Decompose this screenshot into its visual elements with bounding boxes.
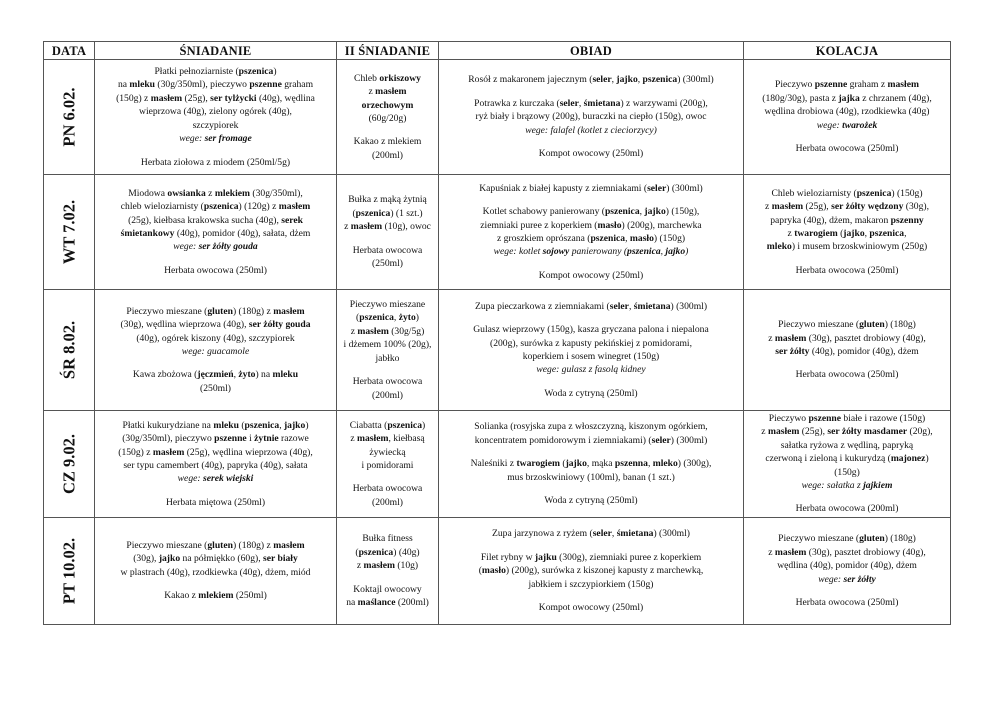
meal-line: z masłem (25g), ser żółty wędzony (30g), (765, 201, 929, 213)
meal-line: z masłem, kiełbasą (350, 433, 425, 445)
meal-cell-kolacja (744, 411, 951, 518)
meal-line: Pieczywo mieszane (gluten) (180g) (778, 533, 916, 545)
meal-cell-ii-sniadanie (337, 411, 439, 518)
meal-line: Herbata ziołowa z miodem (250ml/5g) (140, 156, 291, 168)
meal-line: wege: ser żółty (818, 573, 876, 585)
meal-line: Herbata owocowa (352, 376, 423, 388)
meal-cell-kolacja (744, 60, 951, 175)
meal-line: na mleku (30g/350ml), pieczywo pszenne graham (117, 79, 314, 91)
meal-line: wieprzowa (40g), zielony ogórek (40g), (139, 106, 292, 118)
meal-line: (40g), ogórek kiszony (40g), szczypiorek (136, 332, 295, 344)
header-row (44, 42, 951, 60)
meal-line: mleko) i musem brzoskwiniowym (250g) (766, 241, 928, 253)
meal-line: Pieczywo mieszane (gluten) (180g) z masłem (126, 305, 305, 317)
meal-line (441, 541, 741, 551)
meal-line: (250ml) (200, 382, 231, 394)
meal-line: z masłem (10g) (356, 560, 419, 572)
meal-cell-sniadanie (95, 411, 337, 518)
meal-line: Zupa jarzynowa z ryżem (seler, śmietana) (300ml) (492, 528, 690, 540)
meal-line: Pieczywo mieszane (349, 299, 426, 311)
meal-line (441, 87, 741, 97)
meal-cell-obiad (439, 290, 744, 411)
meal-line: (250ml) (372, 258, 403, 270)
meal-line: Herbata owocowa (250ml) (795, 596, 899, 608)
meal-line: wędlina drobiowa (40g), rzodkiewka (40g) (764, 106, 930, 118)
meal-line: na maślance (200ml) (346, 596, 429, 608)
meal-line: z masłem (368, 86, 407, 98)
meal-cell-sniadanie (95, 290, 337, 411)
meal-line: Zupa pieczarkowa z ziemniakami (seler, śmietana) (300ml) (474, 300, 708, 312)
meal-line (339, 125, 436, 135)
header-kolacja: KOLACJA (744, 42, 951, 60)
meal-line: z twarogiem (jajko, pszenica, (787, 228, 907, 239)
meal-line: Herbata owocowa (250ml) (795, 143, 899, 155)
meal-line: Filet rybny w jajku (300g), ziemniaki puree z koperkiem (480, 551, 702, 563)
day-label: PT 10.02. (59, 537, 79, 604)
meal-line: wege: ser żółty gouda (173, 241, 258, 253)
meal-line: Solianka (rosyjska zupa z włoszczyzną, kiszonym ogórkiem, (474, 421, 708, 433)
meal-line: z masłem (30g), pasztet drobiowy (40g), (768, 546, 926, 558)
meal-line: jabłkiem i szczypiorkiem (150g) (528, 578, 654, 590)
meal-line: śmietankowy (40g), pomidor (40g), sałata, dżem (120, 228, 311, 239)
meal-line: papryka (40g), dżem, makaron pszenny (770, 214, 924, 226)
meal-line: wędlina (40g), pomidor (40g), dżem (777, 560, 917, 572)
meal-line: Herbata owocowa (352, 483, 423, 495)
meal-line: koperkiem i sosem winegret (150g) (522, 351, 660, 362)
menu-body (44, 60, 951, 625)
meal-line (441, 484, 741, 494)
meal-line (97, 146, 334, 156)
day-row (44, 175, 951, 290)
day-cell (44, 411, 95, 518)
meal-cell-sniadanie (95, 517, 337, 624)
meal-line: wege: kotlet sojowy panierowany (pszenica, jajko) (493, 246, 689, 258)
meal-line: Płatki kukurydziane na mleku (pszenica, jajko) (122, 419, 309, 431)
meal-line: Kakao z mlekiem (353, 136, 422, 148)
meal-line (97, 579, 334, 589)
meal-line: i dżemem 100% (20g), (343, 339, 432, 351)
meal-line (746, 586, 948, 596)
meal-cell-obiad (439, 60, 744, 175)
meal-line: (pszenica) (40g) (355, 546, 420, 558)
meal-line: (180g/30g), pasta z jajka z chrzanem (40g), (762, 92, 932, 104)
meal-line (441, 137, 741, 147)
meal-line: Herbata owocowa (250ml) (164, 264, 267, 276)
meal-line: Kakao z mlekiem (250ml) (164, 590, 267, 602)
meal-line: Pieczywo pszenne graham z masłem (775, 79, 919, 91)
header-ii-sniadanie: II ŚNIADANIE (337, 42, 439, 60)
meal-line: szczypiorek (192, 119, 239, 131)
meal-line: ser żółty (40g), pomidor (40g), dżem (775, 346, 919, 357)
meal-line (97, 254, 334, 264)
meal-line: Pieczywo mieszane (gluten) (180g) (778, 319, 916, 331)
day-cell (44, 175, 95, 290)
meal-line (441, 195, 741, 205)
meal-line: (150g) (834, 466, 860, 478)
meal-cell-kolacja (744, 517, 951, 624)
meal-line: Kawa zbożowa (jęczmień, żyto) na mleku (132, 369, 299, 381)
meal-line: (pszenica) (1 szt.) (352, 207, 423, 219)
meal-line: Herbata owocowa (352, 244, 423, 256)
meal-line: Bułka z mąką żytnią (348, 194, 427, 206)
meal-line: (200ml) (372, 389, 403, 401)
meal-line (339, 234, 436, 244)
meal-cell-ii-sniadanie (337, 60, 439, 175)
meal-line: wege: twarożek (816, 119, 878, 131)
meal-line: (200ml) (372, 149, 403, 161)
meal-line: ryż biały i brązowy (200g), buraczki na ciepło (150g), owoc (475, 111, 707, 123)
meal-line: Bułka fitness (362, 533, 413, 545)
meal-line: z masłem (10g), owoc (344, 221, 431, 233)
meal-line: żywiecką (369, 446, 406, 458)
meal-line: ser typu camembert (40g), papryka (40g), sałata (123, 459, 308, 471)
meal-cell-obiad (439, 517, 744, 624)
meal-line: z masłem (30g/5g) (350, 325, 425, 337)
meal-line (441, 447, 741, 457)
meal-line: Ciabatta (pszenica) (349, 419, 426, 431)
meal-line: Gulasz wieprzowy (150g), kasza gryczana palona i niepalona (473, 324, 709, 336)
meal-line: sałatka ryżowa z wędliną, papryką (780, 439, 914, 451)
meal-line: Kompot owocowy (250ml) (538, 269, 644, 281)
meal-line: i pomidorami (361, 459, 414, 471)
meal-line: (pszenica, żyto) (356, 312, 419, 324)
meal-line: Pieczywo pszenne białe i razowe (150g) (768, 413, 926, 424)
meal-line: ziemniaki puree z koperkiem (masło) (200g), marchewka (480, 219, 702, 231)
meal-line (441, 313, 741, 323)
meal-line: (200g), surówka z kapusty pekińskiej z pomidorami, (490, 337, 692, 349)
meal-line: Herbata owocowa (250ml) (795, 264, 899, 276)
header-data: DATA (44, 42, 95, 60)
meal-line (339, 573, 436, 583)
day-cell (44, 290, 95, 411)
meal-line (746, 492, 948, 502)
meal-line (746, 254, 948, 264)
meal-line (97, 358, 334, 368)
meal-line: z masłem (25g), ser żółty masdamer (20g), (761, 426, 933, 438)
meal-line: chleb wieloziarnisty (pszenica) (120g) z masłem (120, 201, 311, 213)
meal-line: Woda z cytryną (250ml) (544, 495, 638, 507)
meal-line: wege: sałatka z jajkiem (801, 480, 893, 492)
day-label: PN 6.02. (59, 87, 79, 147)
meal-line (441, 377, 741, 387)
meal-line: (60g/20g) (368, 113, 407, 124)
meal-line: (30g/350ml), pieczywo pszenne i żytnie razowe (122, 433, 309, 445)
meal-line: (30g), wędlina wieprzowa (40g), ser żółty gouda (120, 319, 311, 331)
meal-line: Kotlet schabowy panierowany (pszenica, jajko) (150g), (482, 206, 700, 218)
day-row (44, 411, 951, 518)
meal-line: wege: ser fromage (179, 133, 252, 145)
meal-line: jabłko (375, 352, 400, 364)
meal-line: Kapuśniak z białej kapusty z ziemniakami (seler) (300ml) (479, 182, 703, 194)
day-cell (44, 60, 95, 175)
meal-line (339, 472, 436, 482)
day-label: WT 7.02. (59, 199, 79, 265)
meal-line: (25g), kiełbasa krakowska sucha (40g), serek (128, 214, 303, 226)
meal-line (746, 358, 948, 368)
meal-line: Potrawka z kurczaka (seler, śmietana) z warzywami (200g), (474, 97, 708, 109)
meal-line: Kompot owocowy (250ml) (538, 148, 644, 160)
day-label: CZ 9.02. (59, 433, 79, 494)
meal-line: Pieczywo mieszane (gluten) (180g) z masłem (126, 540, 305, 552)
day-label: ŚR 8.02. (59, 320, 79, 380)
meal-line (339, 365, 436, 375)
meal-cell-kolacja (744, 290, 951, 411)
meal-line: w plastrach (40g), rzodkiewka (40g), dżem, miód (120, 566, 311, 578)
meal-line: z masłem (30g), pasztet drobiowy (40g), (768, 332, 926, 344)
meal-line: Kompot owocowy (250ml) (538, 601, 644, 613)
meal-line: Miodowa owsianka z mlekiem (30g/350ml), (128, 187, 303, 199)
meal-line: z groszkiem oprószana (pszenica, masło) (150g) (496, 233, 686, 244)
meal-line: Herbata owocowa (250ml) (795, 369, 899, 381)
meal-line: (200ml) (372, 496, 403, 508)
meal-line: Chleb wieloziarnisty (pszenica) (150g) (771, 187, 923, 199)
day-row (44, 517, 951, 624)
meal-cell-obiad (439, 175, 744, 290)
meal-cell-ii-sniadanie (337, 517, 439, 624)
meal-line (97, 486, 334, 496)
meal-line: Koktajl owocowy (353, 583, 422, 595)
meal-line: Naleśniki z twarogiem (jajko, mąka pszenna, mleko) (300g), (470, 458, 712, 470)
meal-line: Herbata miętowa (250ml) (165, 496, 266, 508)
day-cell (44, 517, 95, 624)
meal-line: (30g), jajko na półmiękko (60g), ser biały (133, 553, 298, 565)
meal-line: wege: gulasz z fasolą kidney (536, 364, 646, 376)
meal-line: Rosół z makaronem jajecznym (seler, jajko, pszenica) (300ml) (468, 74, 714, 86)
menu-table (43, 41, 951, 625)
meal-line: orzechowym (361, 99, 414, 111)
meal-line: wege: serek wiejski (177, 473, 254, 485)
meal-cell-obiad (439, 411, 744, 518)
meal-line (441, 591, 741, 601)
meal-line: Chleb orkiszowy (354, 72, 421, 84)
meal-cell-sniadanie (95, 60, 337, 175)
meal-cell-kolacja (744, 175, 951, 290)
day-row (44, 60, 951, 175)
meal-line: Płatki pełnoziarniste (pszenica) (154, 66, 277, 78)
meal-line: koncentratem pomidorowym i ziemniakami) (seler) (300ml) (474, 434, 708, 446)
meal-line: czerwoną i zieloną i kukurydzą (majonez) (765, 453, 929, 465)
meal-line: wege: falafel (kotlet z cieciorzycy) (525, 124, 657, 136)
meal-line: mus brzoskwiniowy (100ml), banan (1 szt.) (507, 471, 675, 483)
meal-line: (150g) z masłem (25g), wędlina wieprzowa (40g), (118, 446, 313, 458)
meal-line: wege: guacamole (181, 346, 250, 357)
meal-line: (masło) (200g), surówka z kiszonej kapusty z marchewką, (478, 565, 704, 577)
meal-line: Woda z cytryną (250ml) (544, 387, 638, 399)
day-row (44, 290, 951, 411)
meal-line (746, 132, 948, 142)
meal-cell-sniadanie (95, 175, 337, 290)
meal-line: Herbata owocowa (200ml) (795, 503, 899, 515)
meal-cell-ii-sniadanie (337, 290, 439, 411)
header-obiad: OBIAD (439, 42, 744, 60)
meal-line: (150g) z masłem (25g), ser tylżycki (40g), wędlina (116, 92, 315, 104)
meal-cell-ii-sniadanie (337, 175, 439, 290)
header-sniadanie: ŚNIADANIE (95, 42, 337, 60)
meal-line (441, 259, 741, 269)
